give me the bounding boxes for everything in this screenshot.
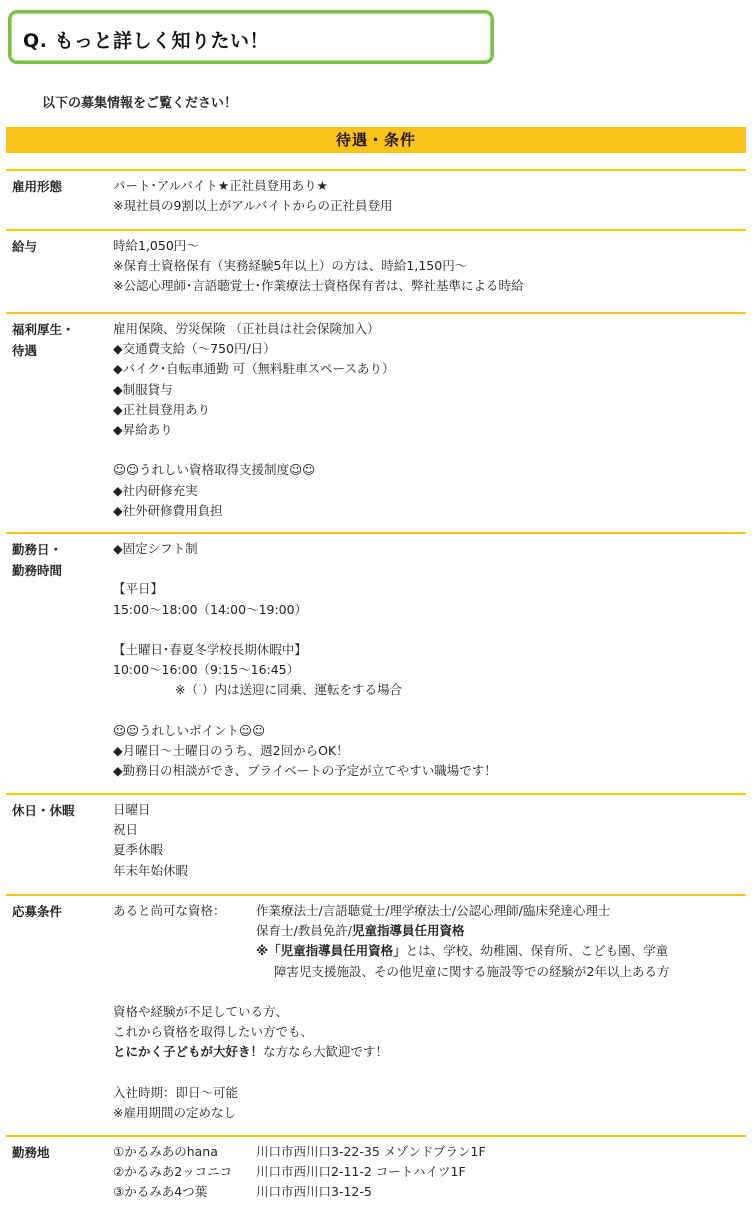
employment-period: ※雇用期間の定めなし	[113, 1104, 236, 1120]
hours-content	[113, 539, 743, 781]
welfare-line: ◆社内研修充実	[113, 482, 198, 498]
salary-line: ※保育士資格保有（実務経験5年以上）の方は、時給1,150円～	[113, 258, 468, 274]
hours-line: 【土曜日･春夏冬学校長期休暇中】	[113, 641, 307, 657]
location-row	[113, 1162, 743, 1182]
section-location	[6, 1135, 746, 1217]
requirements-para	[113, 1042, 743, 1062]
location-row	[113, 1142, 743, 1162]
question-title: Q. もっと詳しく知りたい！	[23, 30, 269, 52]
hours-label	[12, 540, 102, 581]
welfare-line: ☺☺うれしい資格取得支援制度☺☺	[113, 462, 316, 478]
hours-line: ◆月曜日～土曜日のうち、週2回からOK！	[113, 742, 349, 758]
hours-line: ◆勤務日の相談ができ、プライベートの予定が立てやすい職場です！	[113, 763, 497, 779]
hours-note: ※（ ）内は送迎に同乗、運転をする場合	[175, 682, 402, 698]
location-address: 川口市西川口3-22-35 メゾンドブラン1F	[256, 1144, 486, 1159]
hours-label-line1: 勤務日・	[12, 542, 63, 557]
hours-label-line2: 勤務時間	[12, 562, 63, 578]
location-name: ①かるみあのhana	[113, 1144, 218, 1159]
holidays-line: 夏季休暇	[113, 842, 164, 858]
section-salary	[6, 229, 746, 313]
qualification-label: あると尚可な資格：	[113, 903, 226, 918]
location-address: 川口市西川口3-12-5	[256, 1184, 372, 1200]
employment-line: パート･アルバイト★正社員登用あり★	[113, 178, 328, 193]
holidays-line: 年末年始休暇	[113, 862, 189, 878]
welfare-line: ◆正社員登用あり	[113, 401, 211, 417]
welfare-label-line1: 福利厚生・	[12, 322, 75, 337]
hours-line: 15:00～18:00（14:00～19:00）	[113, 601, 308, 617]
welfare-line: ◆社外研修費用負担	[113, 502, 223, 518]
section-requirements	[6, 894, 746, 1136]
qualification-row	[113, 941, 743, 961]
welfare-line: ◆制服貸与	[113, 381, 173, 397]
salary-line: 時給1,050円～	[113, 238, 199, 253]
hours-line	[113, 620, 743, 640]
welfare-line: 雇用保険、労災保険 （正社員は社会保険加入）	[113, 321, 380, 336]
qualification-line3-bold: ※「児童指導員任用資格」	[256, 943, 406, 959]
qualification-line2-bold: 児童指導員任用資格	[351, 923, 465, 939]
welfare-label-line2: 待遇	[12, 342, 38, 358]
spacer	[113, 1063, 743, 1083]
welcome-bold: とにかく子どもが大好き！	[113, 1044, 264, 1060]
location-name: ②かるみあ2ッコニコ	[113, 1164, 233, 1180]
welfare-line: ◆昇給あり	[113, 422, 173, 438]
salary-line: ※公認心理師･言語聴覚士･作業療法士資格保有者は、弊社基準による時給	[113, 278, 524, 294]
welfare-line	[113, 440, 743, 460]
location-label: 勤務地	[12, 1145, 50, 1160]
qualification-row	[113, 962, 743, 982]
qualification-row	[113, 921, 743, 941]
holidays-line: 祝日	[113, 822, 139, 838]
start-date: 入社時期：即日～可能	[113, 1084, 239, 1100]
conditions-banner	[6, 127, 746, 153]
location-address: 川口市西川口2-11-2 コートハイツ1F	[256, 1164, 466, 1180]
requirements-label: 応募条件	[12, 904, 63, 919]
welfare-line: ◆バイク･自転車通勤 可（無料駐車スペースあり）	[113, 361, 395, 377]
section-welfare	[6, 312, 746, 532]
section-hours	[6, 532, 746, 790]
requirements-para: これから資格を取得したい方でも、	[113, 1024, 314, 1040]
qualification-row	[113, 901, 743, 921]
salary-content	[113, 236, 743, 297]
qualification-line2-text: 保育士/教員免許/	[256, 923, 352, 939]
qualification-line3	[256, 941, 668, 961]
location-name: ③かるみあ4つ葉	[113, 1184, 208, 1200]
location-row	[113, 1182, 743, 1202]
spacer	[113, 982, 743, 1002]
holidays-content	[113, 800, 743, 881]
welfare-label	[12, 320, 102, 361]
hours-line: 【平日】	[113, 581, 164, 597]
welfare-content	[113, 319, 743, 521]
qualification-line3-text: とは、学校、幼稚園、保育所、こども園、学童	[405, 943, 669, 959]
employment-line: ※現社員の9割以上がアルバイトからの正社員登用	[113, 198, 393, 214]
hours-line	[113, 559, 743, 579]
hours-line: 10:00～16:00（9:15～16:45）	[113, 662, 300, 678]
welfare-line: ◆交通費支給（～750円/日）	[113, 341, 276, 357]
requirements-content	[113, 901, 743, 1123]
salary-label: 給与	[12, 239, 38, 254]
qualification-line1: 作業療法士/言語聴覚士/理学療法士/公認心理師/臨床発達心理士	[256, 903, 611, 918]
qualification-line2	[256, 921, 464, 941]
holidays-line: 日曜日	[113, 802, 151, 817]
location-content	[113, 1142, 743, 1203]
question-box	[8, 10, 494, 64]
hours-line: ☺☺うれしいポイント☺☺	[113, 722, 266, 738]
hours-line	[113, 701, 743, 721]
intro-text: 以下の募集情報をご覧ください！	[42, 96, 238, 111]
section-holidays	[6, 793, 746, 895]
qualification-line4: 障害児支援施設、その他児童に関する施設等での経験が2年以上ある方	[274, 963, 670, 979]
holidays-label: 休日・休暇	[12, 803, 75, 818]
employment-label: 雇用形態	[12, 179, 63, 194]
banner-title: 待遇・条件	[335, 131, 416, 149]
requirements-para: 資格や経験が不足している方、	[113, 1003, 289, 1019]
hours-line: ◆固定シフト制	[113, 541, 198, 556]
section-employment	[6, 169, 746, 231]
employment-content	[113, 176, 743, 216]
welcome-text: な方なら大歓迎です！	[263, 1044, 389, 1060]
